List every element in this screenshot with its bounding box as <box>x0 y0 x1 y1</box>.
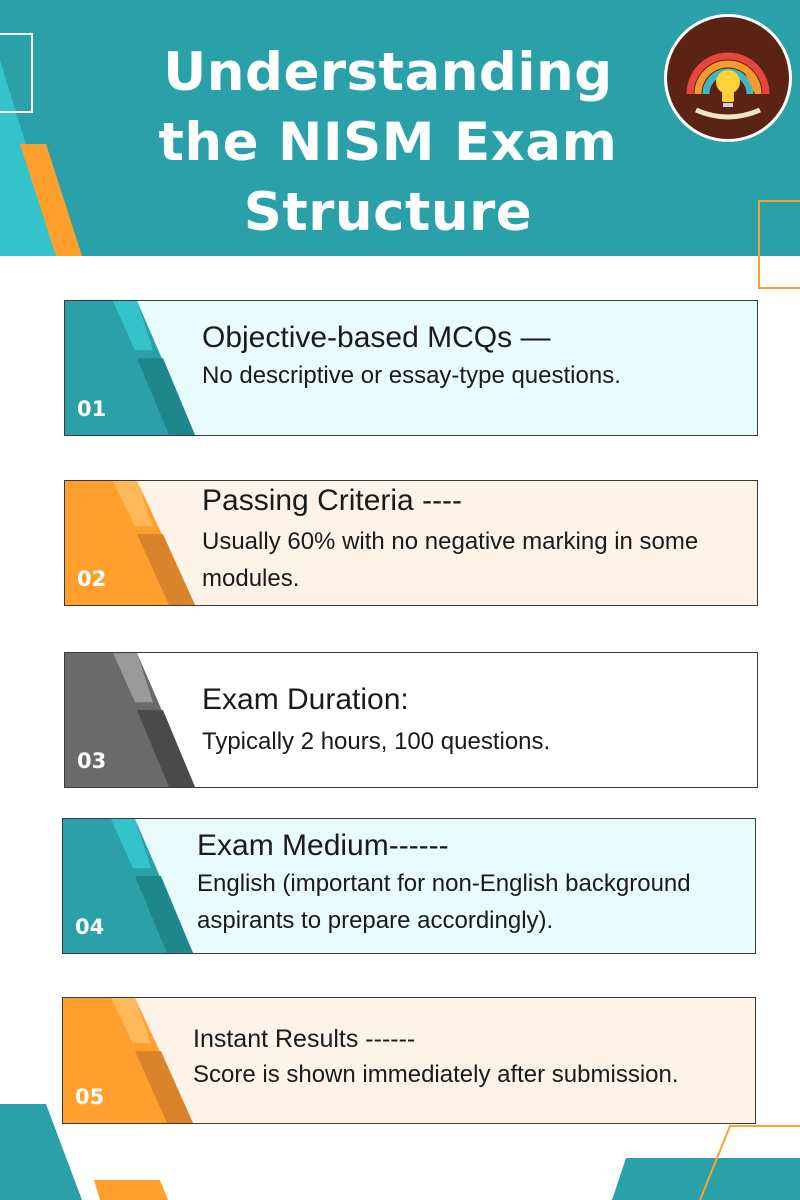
card-heading: Exam Medium------ <box>197 829 449 862</box>
title-line-2: the NISM Exam <box>158 112 618 173</box>
header-decor-left <box>0 0 120 256</box>
card-number: 04 <box>75 915 105 939</box>
card-heading: Instant Results ------ <box>193 1025 416 1053</box>
card-number: 05 <box>75 1085 105 1109</box>
card-heading: Passing Criteria ---- <box>202 484 463 517</box>
card-body: Typically 2 hours, 100 questions. <box>202 728 551 755</box>
card-04 <box>62 818 756 954</box>
lightbulb-rainbow-logo-icon <box>662 12 794 144</box>
card-body: Usually 60% with no negative marking in some modules. <box>202 528 699 592</box>
card-body: No descriptive or essay-type questions. <box>202 362 621 389</box>
title-line-3: Structure <box>243 182 533 243</box>
card-02 <box>64 480 758 606</box>
bottom-right-decor <box>600 1120 800 1200</box>
right-frame-decor <box>758 200 800 290</box>
card-body: English (important for non-English background aspirants to prepare accordingly). <box>197 870 691 934</box>
academy-logo <box>662 12 794 144</box>
card-number: 01 <box>77 397 107 421</box>
card-heading: Objective-based MCQs — <box>202 321 551 354</box>
card-01 <box>64 300 758 436</box>
bottom-left-decor <box>0 1100 180 1200</box>
card-number: 03 <box>77 749 107 773</box>
page-title <box>150 38 626 248</box>
card-heading: Exam Duration: <box>202 683 409 716</box>
card-body: Score is shown immediately after submission. <box>193 1061 679 1088</box>
card-03 <box>64 652 758 788</box>
title-line-1: Understanding <box>163 42 613 103</box>
card-number: 02 <box>77 567 107 591</box>
